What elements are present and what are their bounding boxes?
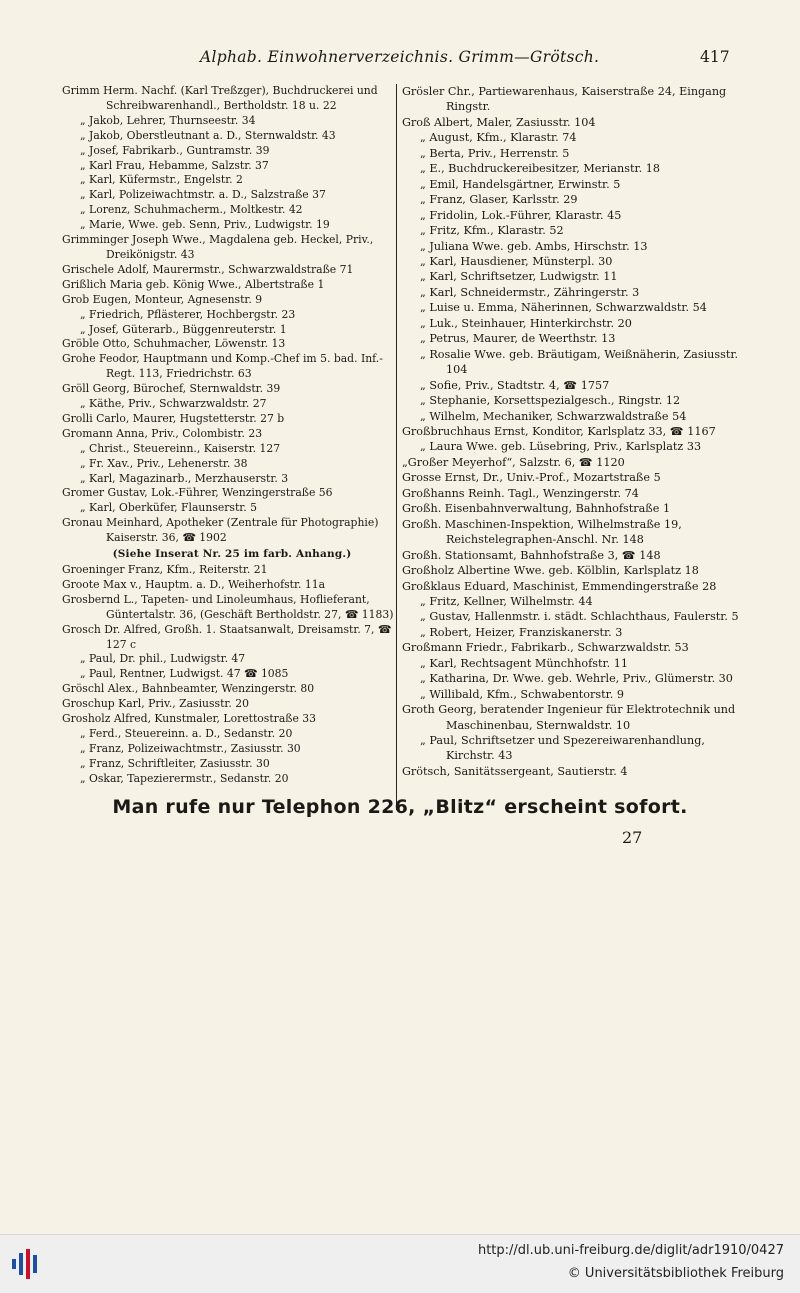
directory-subentry: „ Fritz, Kellner, Wilhelmstr. 44 xyxy=(420,594,593,608)
directory-entry: Grosse Ernst, Dr., Univ.-Prof., Mozartstraße 5 xyxy=(402,471,661,485)
directory-subentry: „ August, Kfm., Klarastr. 74 xyxy=(420,131,577,145)
directory-entry: Grötsch, Sanitätssergeant, Sautierstr. 4 xyxy=(402,764,628,778)
directory-subentry: „ Emil, Handelsgärtner, Erwinstr. 5 xyxy=(420,177,621,191)
directory-entry: Großh. Maschinen-Inspektion, Wilhelmstraße 19, Reichstelegraphen-Anschl. Nr. 148 xyxy=(402,517,682,547)
directory-entry: Gröll Georg, Bürochef, Sternwaldstr. 39 xyxy=(62,382,281,396)
directory-entry: Gröble Otto, Schuhmacher, Löwenstr. 13 xyxy=(62,337,286,351)
directory-subentry: „ Wilhelm, Mechaniker, Schwarzwaldstraße 54 xyxy=(420,409,687,423)
left-column xyxy=(62,84,402,787)
directory-subentry: „ Fritz, Kfm., Klarastr. 52 xyxy=(420,224,564,238)
directory-subentry: „ Marie, Wwe. geb. Senn, Priv., Ludwigstr. 19 xyxy=(80,218,330,232)
directory-entry: „Großer Meyerhof“, Salzstr. 6, ☎ 1120 xyxy=(402,455,625,469)
directory-subentry: „ Gustav, Hallenmstr. i. städt. Schlachthaus, Faulerstr. 5 xyxy=(420,610,739,624)
directory-subentry: „ Sofie, Priv., Stadtstr. 4, ☎ 1757 xyxy=(420,378,610,392)
directory-subentry: „ Ferd., Steuereinn. a. D., Sedanstr. 20 xyxy=(80,726,293,740)
directory-entry: Grischele Adolf, Maurermstr., Schwarzwaldstraße 71 xyxy=(62,262,354,276)
directory-subentry: „ Christ., Steuereinn., Kaiserstr. 127 xyxy=(80,441,281,455)
column-divider xyxy=(396,84,397,810)
directory-subentry: „ Fridolin, Lok.-Führer, Klarastr. 45 xyxy=(420,208,622,222)
directory-entry: Grob Eugen, Monteur, Agnesenstr. 9 xyxy=(62,292,263,306)
directory-entry: Gronau Meinhard, Apotheker (Zentrale für Photographie) Kaiserstr. 36, ☎ 1902 xyxy=(62,516,379,545)
directory-subentry: „ Robert, Heizer, Franziskanerstr. 3 xyxy=(420,625,623,639)
advertisement-line: Man rufe nur Telephon 226, „Blitz“ erscheint sofort. xyxy=(112,796,688,818)
directory-subentry: „ Franz, Glaser, Karlsstr. 29 xyxy=(420,193,578,207)
page-number: 417 xyxy=(700,48,730,66)
directory-entry: Großholz Albertine Wwe. geb. Kölblin, Karlsplatz 18 xyxy=(402,564,699,578)
directory-subentry: „ Willibald, Kfm., Schwabentorstr. 9 xyxy=(420,687,624,701)
directory-subentry: „ Josef, Fabrikarb., Guntramstr. 39 xyxy=(80,143,270,157)
directory-entry: Grolli Carlo, Maurer, Hugstetterstr. 27 b xyxy=(62,411,285,425)
directory-subentry: „ Franz, Polizeiwachtmstr., Zasiusstr. 30 xyxy=(80,741,301,755)
directory-entry: Großhanns Reinh. Tagl., Wenzingerstr. 74 xyxy=(402,486,639,500)
directory-subentry: „ Friedrich, Pflästerer, Hochbergstr. 23 xyxy=(80,307,296,321)
directory-subentry: „ Fr. Xav., Priv., Lehenerstr. 38 xyxy=(80,456,248,470)
directory-entry: Grimminger Joseph Wwe., Magdalena geb. Heckel, Priv., Dreikönigstr. 43 xyxy=(62,233,374,261)
directory-entry: Großh. Eisenbahnverwaltung, Bahnhofstraße 1 xyxy=(402,502,671,516)
directory-subentry: „ Josef, Güterarb., Büggenreuterstr. 1 xyxy=(80,322,287,336)
directory-entry: Groote Max v., Hauptm. a. D., Weiherhofstr. 11a xyxy=(62,577,326,591)
directory-entry: Groeninger Franz, Kfm., Reiterstr. 21 xyxy=(62,563,268,576)
directory-subentry: „ Rosalie Wwe. geb. Bräutigam, Weißnäherin, Zasiusstr. 104 xyxy=(420,347,739,377)
directory-entry: Grimm Herm. Nachf. (Karl Treßzger), Buchdruckerei und Schreibwarenhandl., Bertholdstr. 18 u. 22 xyxy=(62,84,378,112)
directory-subentry: „ Karl, Küfermstr., Engelstr. 2 xyxy=(80,173,243,187)
permalink-url[interactable]: http://dl.ub.uni-freiburg.de/diglit/adr1910/0427 xyxy=(477,1243,784,1258)
directory-subentry: „ Jakob, Oberstleutnant a. D., Sternwaldstr. 43 xyxy=(80,128,336,142)
library-logo-icon xyxy=(12,1249,40,1279)
directory-subentry: „ Karl, Schriftsetzer, Ludwigstr. 11 xyxy=(420,270,618,284)
directory-entry: Großbruchhaus Ernst, Konditor, Karlsplatz 33, ☎ 1167 xyxy=(402,424,716,438)
directory-subentry: „ Karl, Polizeiwachtmstr. a. D., Salzstraße 37 xyxy=(80,188,326,202)
directory-subentry: „ Katharina, Dr. Wwe. geb. Wehrle, Priv., Glümerstr. 30 xyxy=(420,672,733,686)
signature-mark: 27 xyxy=(622,828,643,847)
directory-entry: Groschup Karl, Priv., Zasiusstr. 20 xyxy=(62,697,249,711)
directory-subentry: „ Karl, Rechtsagent Münchhofstr. 11 xyxy=(420,656,628,670)
directory-subentry: „ Karl, Magazinarb., Merzhauserstr. 3 xyxy=(80,471,289,485)
running-title: Alphab. Einwohnerverzeichnis. Grimm—Grötsch. xyxy=(200,48,600,66)
directory-subentry: „ E., Buchdruckereibesitzer, Merianstr. 18 xyxy=(420,162,660,176)
directory-subentry: „ Karl, Schneidermstr., Zähringerstr. 3 xyxy=(420,285,640,299)
directory-entry: Grißlich Maria geb. König Wwe., Albertstraße 1 xyxy=(62,277,325,291)
page-header xyxy=(0,48,800,72)
directory-subentry: „ Karl, Oberküfer, Flaunserstr. 5 xyxy=(80,501,258,515)
right-column xyxy=(402,84,742,779)
viewer-footer xyxy=(0,1234,800,1293)
directory-subentry: „ Franz, Schriftleiter, Zasiusstr. 30 xyxy=(80,756,270,770)
directory-subentry: „ Käthe, Priv., Schwarzwaldstr. 27 xyxy=(80,397,267,411)
directory-subentry: „ Paul, Dr. phil., Ludwigstr. 47 xyxy=(80,652,246,666)
directory-entry: Grösler Chr., Partiewarenhaus, Kaiserstraße 24, Eingang Ringstr. xyxy=(402,85,727,114)
directory-subentry: „ Juliana Wwe. geb. Ambs, Hirschstr. 13 xyxy=(420,239,648,253)
directory-entry: Grosholz Alfred, Kunstmaler, Lorettostraße 33 xyxy=(62,712,317,726)
directory-entry: Grohe Feodor, Hauptmann und Komp.-Chef im 5. bad. Inf.-Regt. 113, Friedrichstr. 63 xyxy=(62,352,383,381)
directory-entry: Grosbernd L., Tapeten- und Linoleumhaus, Hoflieferant, Güntertalstr. 36, (Geschäft Bertholdstr. 27, ☎ 1183) xyxy=(62,592,394,621)
advertisement-note: (Siehe Inserat Nr. 25 im farb. Anhang.) xyxy=(112,548,352,561)
directory-entry: Großh. Stationsamt, Bahnhofstraße 3, ☎ 148 xyxy=(402,548,661,562)
directory-subentry: „ Laura Wwe. geb. Lüsebring, Priv., Karlsplatz 33 xyxy=(420,440,702,454)
directory-subentry: „ Stephanie, Korsettspezialgesch., Ringstr. 12 xyxy=(420,394,681,408)
directory-subentry: „ Luk., Steinhauer, Hinterkirchstr. 20 xyxy=(420,316,632,330)
directory-entry: Groß Albert, Maler, Zasiusstr. 104 xyxy=(402,115,596,129)
directory-subentry: „ Berta, Priv., Herrenstr. 5 xyxy=(420,146,570,160)
directory-subentry: „ Luise u. Emma, Näherinnen, Schwarzwaldstr. 54 xyxy=(420,301,707,315)
copyright-notice: © Universitätsbibliothek Freiburg xyxy=(567,1266,784,1281)
directory-entry: Gromann Anna, Priv., Colombistr. 23 xyxy=(62,426,263,440)
directory-subentry: „ Oskar, Tapezierermstr., Sedanstr. 20 xyxy=(80,771,289,785)
directory-subentry: „ Paul, Rentner, Ludwigst. 47 ☎ 1085 xyxy=(80,667,289,681)
directory-entry: Großklaus Eduard, Maschinist, Emmendingerstraße 28 xyxy=(402,579,717,593)
directory-entry: Grosch Dr. Alfred, Großh. 1. Staatsanwalt, Dreisamstr. 7, ☎ 127 c xyxy=(62,622,392,651)
directory-entry: Gröschl Alex., Bahnbeamter, Wenzingerstr. 80 xyxy=(62,682,315,696)
directory-subentry: „ Petrus, Maurer, de Weerthstr. 13 xyxy=(420,332,616,346)
directory-entry: Groth Georg, beratender Ingenieur für Elektrotechnik und Maschinenbau, Sternwaldstr. 10 xyxy=(402,703,736,732)
directory-subentry: „ Lorenz, Schuhmacherm., Moltkestr. 42 xyxy=(80,203,303,217)
directory-entry: Großmann Friedr., Fabrikarb., Schwarzwaldstr. 53 xyxy=(402,641,689,655)
directory-subentry: „ Karl Frau, Hebamme, Salzstr. 37 xyxy=(80,158,269,172)
directory-subentry: „ Karl, Hausdiener, Münsterpl. 30 xyxy=(420,254,613,268)
directory-entry: Gromer Gustav, Lok.-Führer, Wenzingerstraße 56 xyxy=(62,486,333,500)
directory-subentry: „ Jakob, Lehrer, Thurnseestr. 34 xyxy=(80,113,256,127)
directory-subentry: „ Paul, Schriftsetzer und Spezereiwarenhandlung, Kirchstr. 43 xyxy=(420,734,705,763)
